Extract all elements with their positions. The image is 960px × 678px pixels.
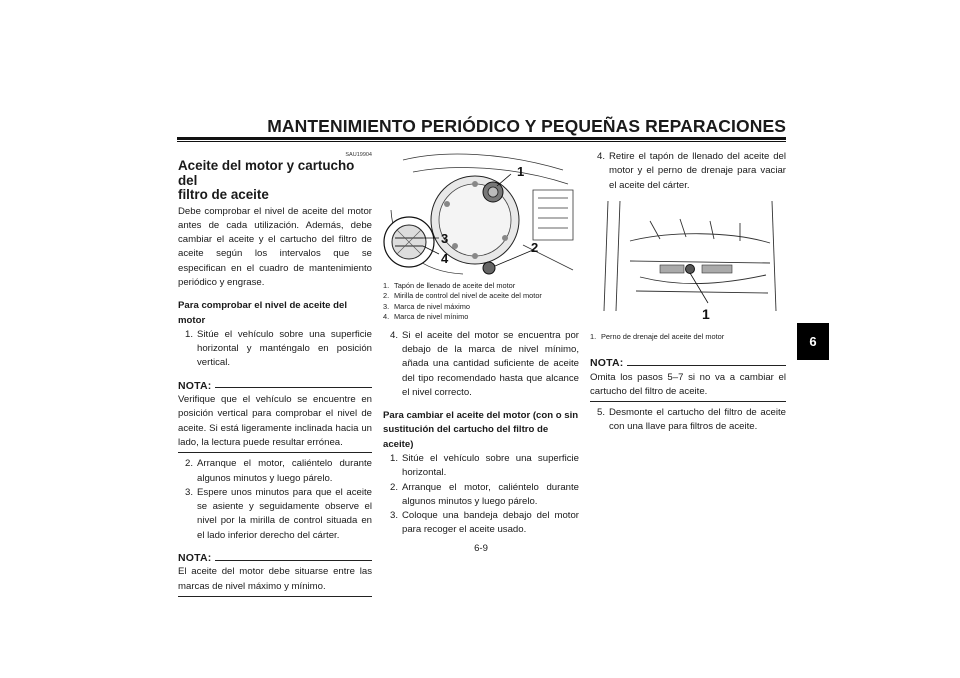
caption-item: 3. Marca de nivel máximo [383,301,470,311]
column-middle [383,150,579,538]
figure-label-1: 1 [517,164,525,179]
figure-captions [383,281,579,323]
engine-oil-sight-glass-figure [383,150,575,278]
figure-label-4: 4 [441,251,449,266]
step-4: 4. Si el aceite del motor se encuentra por debajo de la marca de nivel mínimo, añada una cantidad suficiente de aceite del tipo recomendado hasta que alcance el nivel correcto. [389,329,579,398]
header-rule-thin [177,141,786,142]
note-1-end-rule [178,452,372,453]
chapter-tab: 6 [797,323,829,360]
note-2-heading: NOTA: [178,551,372,565]
page-number: 6-9 [474,543,488,554]
note-3-end-rule [590,401,786,402]
change-step-1: 1. Sitúe el vehículo sobre una superficie horizontal. [389,453,579,479]
figure-label-2: 2 [531,240,539,255]
change-step-4: 4. Retire el tapón de llenado del aceite del motor y el perno de drenaje para vaciar el aceite del cárter. [596,151,786,191]
header-rule [177,137,786,140]
drain-bolt-figure [590,201,782,329]
step-1: 1. Sitúe el vehículo sobre una superficie horizontal y manténgalo en posición vertical. [184,328,372,369]
caption-item: 1. Tapón de llenado de aceite del motor [383,281,516,290]
column-right [590,150,786,435]
note-3-text: Omita los pasos 5–7 si no va a cambiar el cartucho del filtro de aceite. [590,371,786,397]
note-2-text: El aceite del motor debe situarse entre las marcas de nivel máximo y mínimo. [178,566,372,592]
step-2: 2. Arranque el motor, caliéntelo durante algunos minutos y luego párelo. [184,458,372,484]
note-1-text: Verifique que el vehículo se encuentre en posición vertical para comprobar el nivel de aceite. Si está ligeramente inclinada hacia un lado, la lectura puede resultar errónea. [178,394,372,448]
drain-figure-label-1: 1 [702,305,710,322]
drain-figure-caption: 1. Perno de drenaje del aceite del motor [590,331,725,341]
engine-illustration [383,150,575,278]
change-oil-heading: Para cambiar el aceite del motor (con o sin sustitución del cartucho del filtro de aceite) [383,410,579,450]
step-3: 3. Espere unos minutos para que el aceite se asiente y seguidamente observe el nivel por la mirilla de control situada en el lado inferior derecho del cárter. [184,486,372,541]
caption-item: 2. Mirilla de control del nivel de aceite del motor [383,291,542,301]
note-1-heading: NOTA: [178,379,372,393]
engine-underside-illustration [590,201,782,329]
section-title: Aceite del motor y cartucho del filtro de aceite [178,158,355,202]
column-left [178,150,372,601]
caption-item: 4. Marca de nivel mínimo [383,312,469,322]
intro-paragraph: Debe comprobar el nivel de aceite del motor antes de cada utilización. Además, debe cambiar el aceite y el cartucho del filtro de aceite según los intervalos que se especifican en el cuadro de mantenimiento periódico y engrase. [178,205,372,288]
change-step-5: 5. Desmonte el cartucho del filtro de aceite con una llave para filtros de aceite. [596,407,786,433]
note-2-end-rule [178,596,372,597]
change-step-3: 3. Coloque una bandeja debajo del motor para recoger el aceite usado. [389,510,579,536]
change-step-2: 2. Arranque el motor, caliéntelo durante algunos minutos y luego párelo. [389,481,579,507]
section-code: SAU19904 [345,152,372,158]
note-3-heading: NOTA: [590,356,786,370]
check-oil-heading: Para comprobar el nivel de aceite del motor [178,300,348,326]
figure-label-3: 3 [441,231,449,246]
page-header-title: MANTENIMIENTO PERIÓDICO Y PEQUEÑAS REPARACIONES [267,116,786,136]
